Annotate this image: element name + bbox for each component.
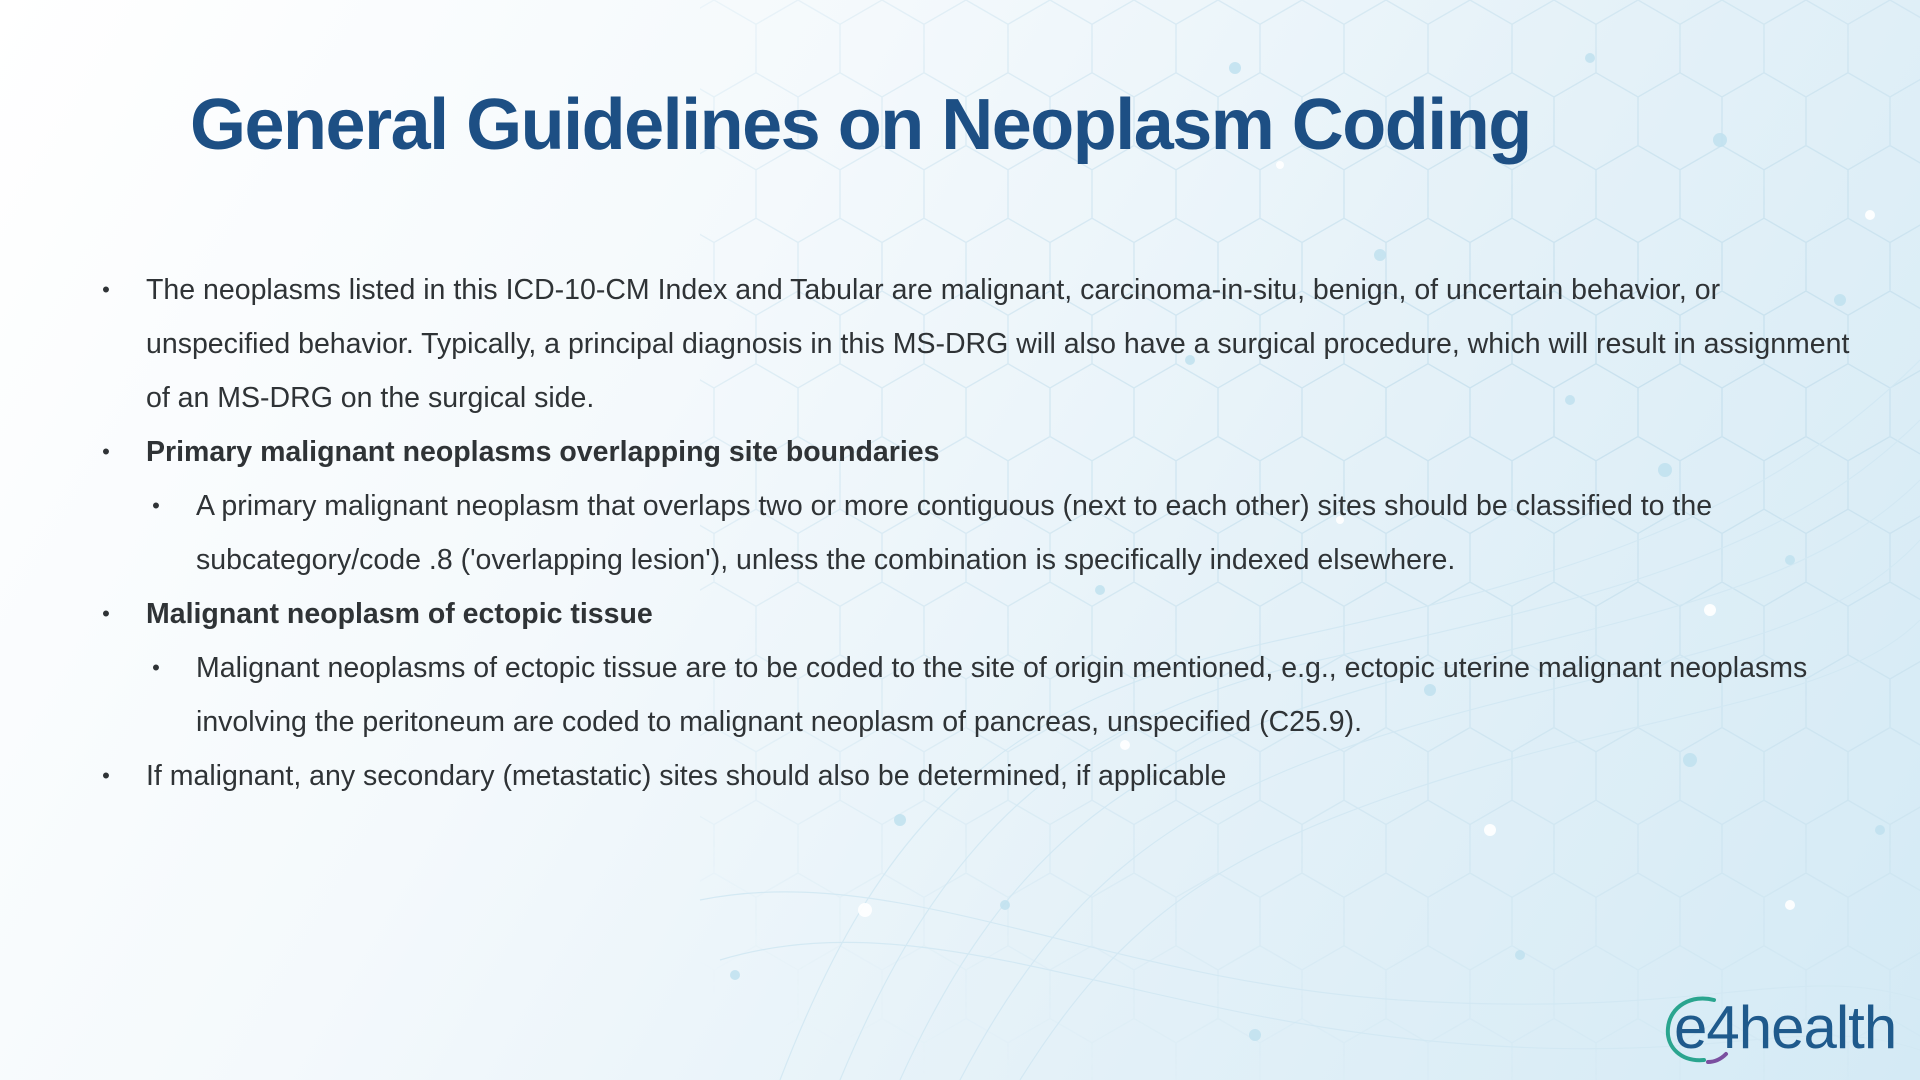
logo-text: e4health: [1674, 994, 1897, 1061]
slide-title: General Guidelines on Neoplasm Coding: [190, 85, 1531, 165]
bullet-marker: •: [102, 763, 110, 788]
bullet-marker: •: [102, 439, 110, 464]
bullet-item: [96, 263, 1856, 425]
bullet-heading: Malignant neoplasm of ectopic tissue: [146, 598, 653, 630]
bullet-marker: •: [102, 601, 110, 626]
bullet-text: If malignant, any secondary (metastatic) sites should also be determined, if applicable: [146, 760, 1227, 792]
bullet-item: [96, 749, 1856, 803]
bullet-text: The neoplasms listed in this ICD-10-CM Index and Tabular are malignant, carcinoma-in-situ, benign, of uncertain behavior, or unspecified behavior. Typically, a principal diagnosis in this MS-DRG will also have a surgical procedure, which will result in assignment of an MS-DRG on the surgical side.: [146, 274, 1850, 414]
bullet-marker: •: [102, 277, 110, 302]
sub-bullet-text: Malignant neoplasms of ectopic tissue are to be coded to the site of origin mentioned, e.g., ectopic uterine malignant neoplasms involving the peritoneum are coded to malignant neoplasm of pancreas, unspecified (C25.9).: [196, 652, 1808, 738]
bullet-marker: •: [152, 655, 160, 680]
bullet-marker: •: [152, 493, 160, 518]
e4health-logo: [1662, 990, 1902, 1066]
bullet-item: [96, 587, 1856, 641]
bullet-heading: Primary malignant neoplasms overlapping site boundaries: [146, 436, 940, 468]
bullet-item: [96, 425, 1856, 479]
sub-bullet-text: A primary malignant neoplasm that overlaps two or more contiguous (next to each other) sites should be classified to the subcategory/code .8 ('overlapping lesion'), unless the combination is specifically indexed elsewhere.: [196, 490, 1713, 576]
sub-bullet-item: [146, 641, 1856, 749]
sub-bullet-item: [146, 479, 1856, 587]
bullet-list: [96, 263, 1856, 803]
